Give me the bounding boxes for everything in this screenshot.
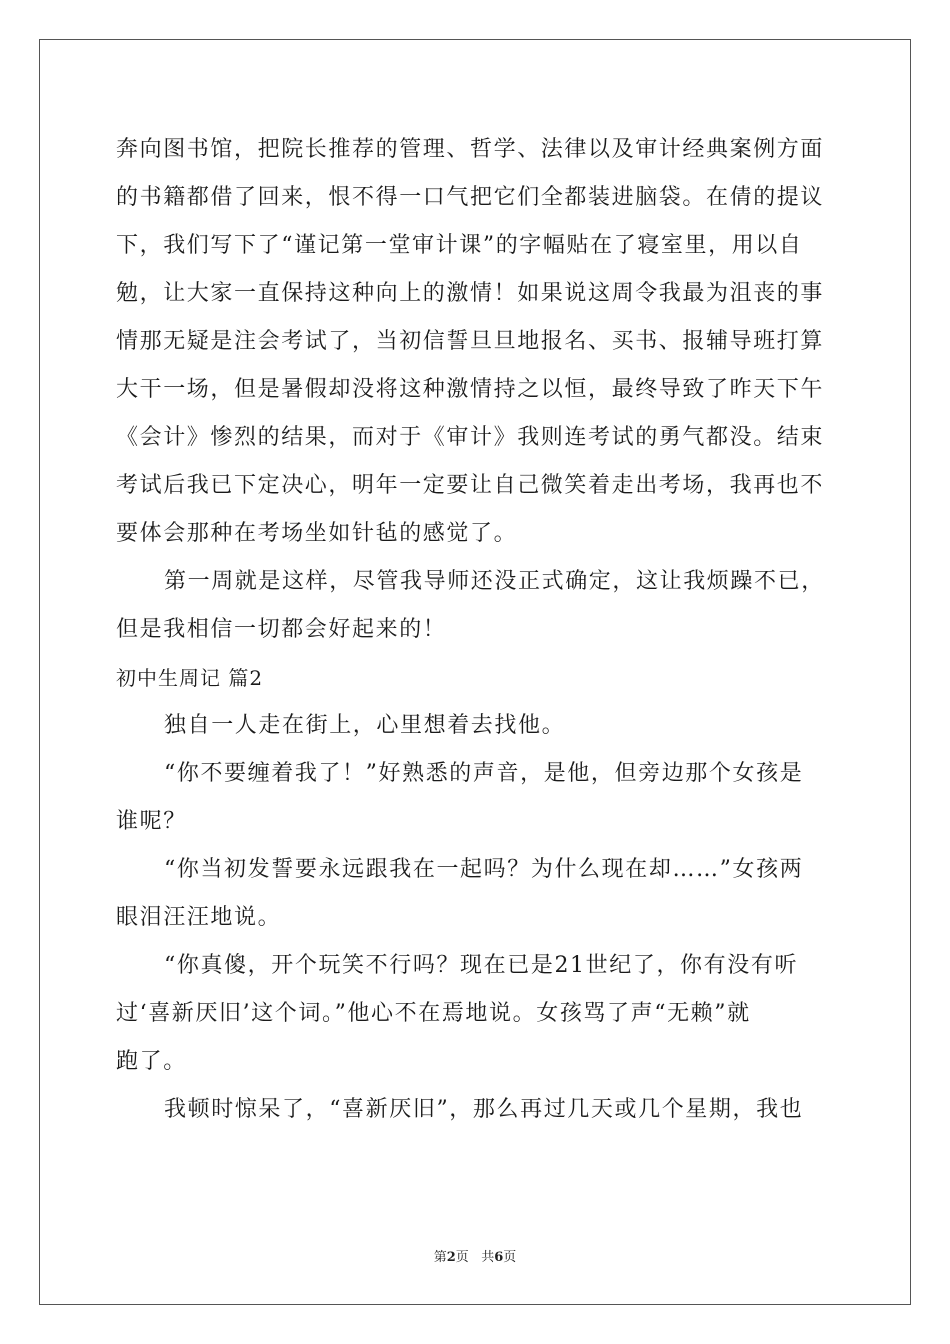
text-line: 要体会那种在考场坐如针毡的感觉了。 (116, 521, 518, 546)
page-footer (0, 1246, 950, 1265)
text-line: 独自一人走在街上，心里想着去找他。 (164, 713, 566, 738)
section-title: 初中生周记 篇2 (116, 666, 264, 690)
text-line: 第一周就是这样，尽管我导师还没正式确定，这让我烦躁不已， (164, 569, 825, 594)
text-line: 但是我相信一切都会好起来的！ (116, 617, 447, 642)
text-line: 情那无疑是注会考试了，当初信誓旦旦地报名、买书、报辅导班打算 (116, 329, 825, 354)
section-paragraph-3 (116, 846, 836, 942)
footer-total-prefix: 共 (481, 1250, 495, 1265)
text-line: 下，我们写下了“谨记第一堂审计课”的字幅贴在了寝室里，用以自 (116, 233, 803, 258)
footer-prefix: 第 (433, 1250, 447, 1265)
footer-page-suffix: 页 (455, 1250, 469, 1265)
text-line: “你不要缠着我了！”好熟悉的声音，是他，但旁边那个女孩是 (164, 761, 804, 786)
total-page-count: 6 (494, 1250, 504, 1265)
text-line: 大干一场，但是暑假却没将这种激情持之以恒，最终导致了昨天下午 (116, 377, 825, 402)
section-paragraph-2 (116, 750, 836, 846)
section-paragraph-4 (116, 942, 836, 1086)
section-paragraph-5 (116, 1086, 836, 1134)
text-line: 的书籍都借了回来，恨不得一口气把它们全都装进脑袋。在倩的提议 (116, 185, 825, 210)
text-line: 考试后我已下定决心，明年一定要让自己微笑着走出考场，我再也不 (116, 473, 825, 498)
text-line: “你真傻，开个玩笑不行吗？现在已是21世纪了，你有没有听 (164, 953, 799, 978)
document-body (116, 126, 836, 1134)
text-line: 过‘喜新厌旧’这个词。”他心不在焉地说。女孩骂了声“无赖”就 (116, 1001, 751, 1026)
text-line: 我顿时惊呆了，“喜新厌旧”，那么再过几天或几个星期，我也 (164, 1097, 804, 1122)
paragraph-2 (116, 558, 836, 654)
text-line: 勉，让大家一直保持这种向上的激情！如果说这周令我最为沮丧的事 (116, 281, 825, 306)
text-line: 奔向图书馆，把院长推荐的管理、哲学、法律以及审计经典案例方面 (116, 137, 825, 162)
text-line: 谁呢？ (116, 809, 187, 834)
current-page-number: 2 (446, 1250, 456, 1265)
text-line: 眼泪汪汪地说。 (116, 905, 282, 930)
footer-total-suffix: 页 (503, 1250, 517, 1265)
section-paragraph-1 (116, 702, 836, 750)
text-line: 《会计》惨烈的结果，而对于《审计》我则连考试的勇气都没。结束 (116, 425, 825, 450)
paragraph-1 (116, 126, 836, 558)
text-line: “你当初发誓要永远跟我在一起吗？为什么现在却……”女孩两 (164, 857, 804, 882)
text-line: 跑了。 (116, 1049, 187, 1074)
